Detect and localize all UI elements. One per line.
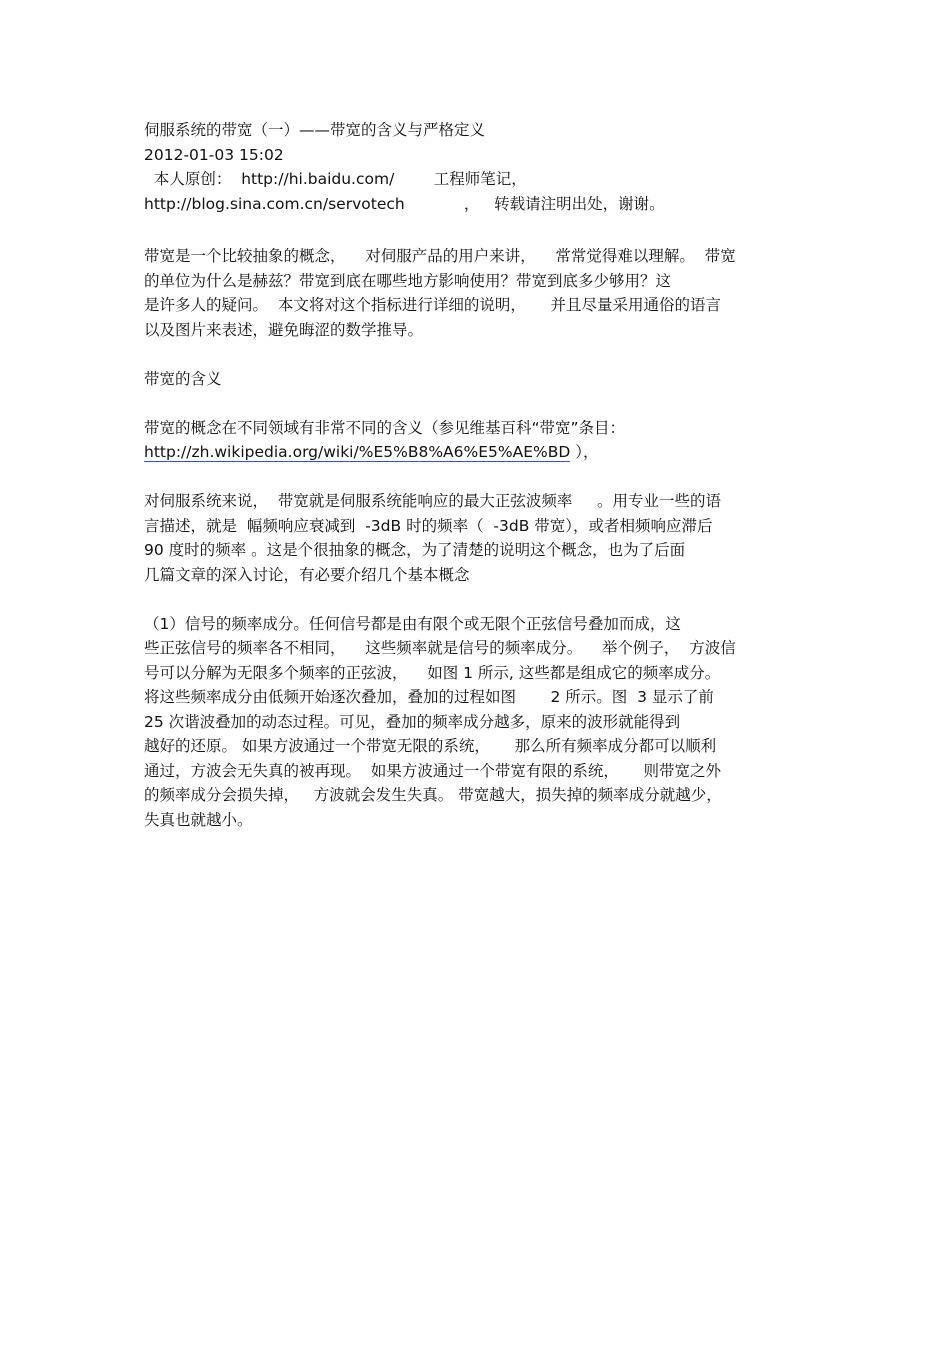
spacer [144,587,809,612]
servo-definition-paragraph [144,489,809,587]
definition-line: 言描述，就是 幅频响应衰减到 -3dB 时的频率（ -3dB 带宽），或者相频响应滞后 [144,516,713,535]
article-datetime: 2012-01-03 15:02 [144,145,284,164]
point-line: 失真也就越小。 [144,810,253,829]
point-line: 的频率成分会损失掉， 方波就会发生失真。 带宽越大，损失掉的频率成分就越少， [144,786,722,804]
intro-line: 带宽是一个比较抽象的概念， 对伺服产品的用户来讲， 常常觉得难以理解。 带宽 [144,247,736,265]
point-line: 将这些频率成分由低频开始逐次叠加，叠加的过程如图 2 所示。图 3 显示了前 [144,688,714,706]
point-line: 些正弦信号的频率各不相同， 这些频率就是信号的频率成分。 举个例子， 方波信 [144,639,736,657]
intro-line: 的单位为什么是赫兹？带宽到底在哪些地方影响使用？带宽到底多少够用？这 [144,271,672,290]
point-line: （1）信号的频率成分。任何信号都是由有限个或无限个正弦信号叠加而成，这 [144,614,681,633]
article-title: 伺服系统的带宽（一）——带宽的含义与严格定义 [144,121,486,139]
spacer [144,465,809,490]
spacer [144,391,809,416]
definition-line: 对伺服系统来说， 带宽就是伺服系统能响应的最大正弦波频率 。用专业一些的语 [144,492,721,510]
point-line: 越好的还原。 如果方波通过一个带宽无限的系统， 那么所有频率成分都可以顺利 [144,737,717,755]
section-heading: 带宽的含义 [144,369,222,388]
definition-line: 几篇文章的深入讨论，有必要介绍几个基本概念 [144,565,470,584]
spacer [144,216,809,244]
wiki-suffix: ）， [570,443,599,461]
source-line-1: 本人原创： http://hi.baidu.com/ 工程师笔记， [144,170,527,188]
spacer [144,342,809,367]
point-line: 号可以分解为无限多个频率的正弦波， 如图 1 所示, 这些都是组成它的频率成分。 [144,663,721,682]
wiki-paragraph [144,416,809,465]
point-line: 25 次谐波叠加的动态过程。可见，叠加的频率成分越多，原来的波形就能得到 [144,712,681,731]
document-page [144,118,809,832]
wiki-line: 带宽的概念在不同领域有非常不同的含义（参见维基百科“带宽”条目： [144,418,626,437]
intro-line: 以及图片来表述，避免晦涩的数学推导。 [144,320,424,339]
source-line-2: http://blog.sina.com.cn/servotech ， 转载请注明出处，谢谢。 [144,194,665,213]
wiki-link-line [144,440,809,465]
wikipedia-link[interactable]: http://zh.wikipedia.org/wiki/%E5%B8%A6%E5%AE%BD [144,443,571,461]
intro-line: 是许多人的疑问。 本文将对这个指标进行详细的说明， 并且尽量采用通俗的语言 [144,296,721,314]
point-1-paragraph [144,612,809,833]
definition-line: 90 度时的频率 。这是个很抽象的概念，为了清楚的说明这个概念，也为了后面 [144,541,686,559]
intro-paragraph [144,244,809,342]
point-line: 通过，方波会无失真的被再现。 如果方波通过一个带宽有限的系统， 则带宽之外 [144,761,721,780]
